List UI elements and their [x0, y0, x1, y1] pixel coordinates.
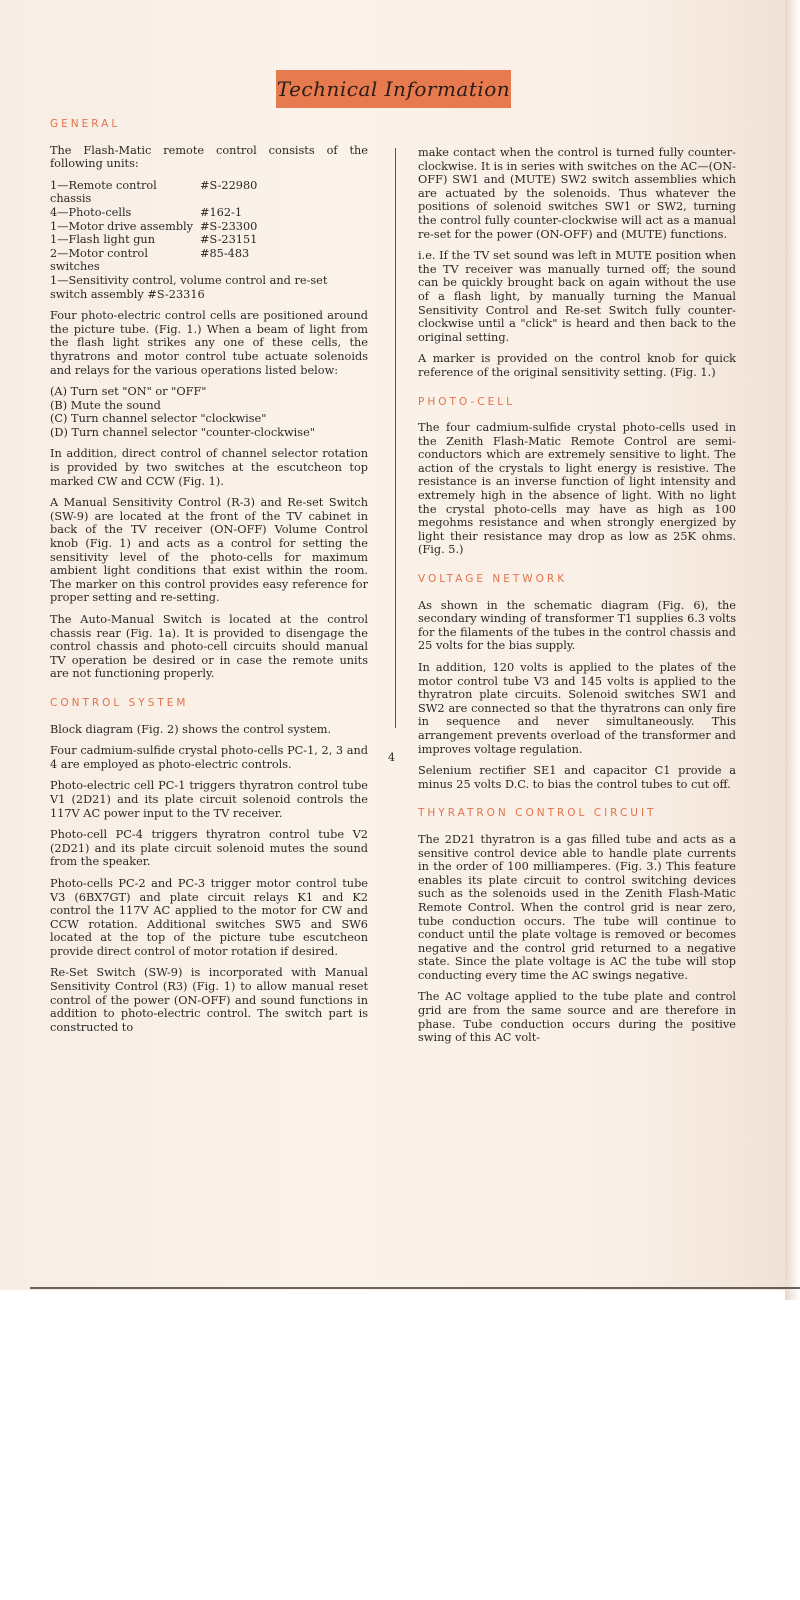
control-paragraph: Block diagram (Fig. 2) shows the control system.	[50, 722, 332, 736]
part-number: #S-23151	[200, 233, 258, 247]
general-paragraph: In addition, direct control of channel selector rotation is provided by two switches at the escutcheon top marked CW and CCW (Fig. 1).	[50, 447, 368, 488]
part-number: #S-23300	[200, 219, 258, 233]
page-edge	[785, 0, 800, 1300]
photo-cell-paragraph: The four cadmium-sulfide crystal photo-cells used in the Zenith Flash-Matic Remote Control are semi-conductors which are extremely sensitive to light. The action of the crystals to light energy is resistive. The resistance is an inverse function of light intensity and extremely high in the absence of light. With no light the crystal photo-cells may have as high as 100 megohms resistance and when strongly energized by light their resistance may drop as low as 25K ohms. (Fig. 5.)	[418, 421, 736, 557]
operation-item: (A) Turn set "ON" or "OFF"	[50, 385, 207, 399]
left-column	[50, 118, 368, 1042]
general-paragraph: Four photo-electric control cells are positioned around the picture tube. (Fig. 1.) When a beam of light from the flash light strikes any one of these cells, the thyratrons and motor control tube actuate solenoids and relays for the various operations listed below:	[50, 309, 368, 377]
part-number: #162-1	[200, 205, 243, 219]
thyratron-heading: THYRATRON CONTROL CIRCUIT	[418, 807, 657, 820]
thyratron-paragraph: The 2D21 thyratron is a gas filled tube and acts as a sensitive control device able to handle plate currents in the order of 100 milliamperes. (Fig. 3.) This feature enables its plate circuit to control switching devices such as the solenoids used in the Zenith Flash-Matic Remote Control. When the control grid is near zero, tube conduction occurs. The tube will continue to conduct until the plate voltage is removed or becomes negative and the control grid returned to a negative state. Since the plate voltage is AC the tube will stop conducting every time the AC swings negative.	[418, 832, 736, 982]
general-paragraph: A Manual Sensitivity Control (R-3) and Re-set Switch (SW-9) are located at the front of the TV cabinet in back of the TV receiver (ON-OFF) Volume Control knob (Fig. 1) and acts as a control for setting the sensitivity level of the photo-cells for maximum ambient light conditions that exist within the room. The marker on this control provides easy reference for proper setting and re-setting.	[50, 496, 368, 605]
parts-list-item	[50, 206, 368, 220]
column-divider	[395, 148, 396, 728]
reset-paragraph: i.e. If the TV set sound was left in MUTE position when the TV receiver was manually turned off; the sound can be quickly brought back on again without the use of a flash light, by manually turning the Manual Sensitivity Control and Re-set Switch fully counter-clockwise until a "click" is heard and then back to the original setting.	[418, 249, 736, 344]
control-paragraph: Re-Set Switch (SW-9) is incorporated with Manual Sensitivity Control (R3) (Fig. 1) to allow manual reset control of the power (ON-OFF) and sound functions in addition to photo-electric control. The switch part is constructed to	[50, 966, 368, 1034]
part-number: #S-22980	[200, 178, 258, 192]
control-paragraph: Photo-electric cell PC-1 triggers thyratron control tube V1 (2D21) and its plate circuit solenoid controls the 117V AC power input to the TV receiver.	[50, 779, 368, 820]
thyratron-paragraph: The AC voltage applied to the tube plate and control grid are from the same source and are therefore in phase. Tube conduction occurs during the positive swing of this AC volt-	[418, 990, 736, 1045]
voltage-network-heading: VOLTAGE NETWORK	[418, 573, 568, 586]
control-paragraph: Four cadmium-sulfide crystal photo-cells PC-1, 2, 3 and 4 are employed as photo-electric controls.	[50, 744, 368, 771]
reset-paragraph: A marker is provided on the control knob for quick reference of the original sensitivity setting. (Fig. 1.)	[418, 352, 736, 379]
operation-item: (C) Turn channel selector "clockwise"	[50, 412, 267, 426]
page-number: 4	[388, 751, 395, 764]
page-bottom-edge	[30, 1287, 800, 1289]
part-name: 1—Motor drive assembly	[50, 219, 194, 233]
title-banner	[276, 70, 511, 108]
operations-list	[50, 385, 368, 439]
parts-list-item	[50, 233, 368, 247]
general-paragraph: The Auto-Manual Switch is located at the control chassis rear (Fig. 1a). It is provided to disengage the control chassis and photo-cell circuits should manual TV operation be desired or in case the remote units are not functioning properly.	[50, 613, 368, 681]
control-system-heading: CONTROL SYSTEM	[50, 696, 189, 709]
part-name: 2—Motor control switches	[50, 246, 148, 274]
parts-list	[50, 179, 368, 301]
voltage-paragraph: As shown in the schematic diagram (Fig. 6), the secondary winding of transformer T1 supplies 6.3 volts for the filaments of the tubes in the control chassis and 25 volts for the bias supply.	[418, 598, 736, 653]
control-paragraph: Photo-cell PC-4 triggers thyratron control tube V2 (2D21) and its plate circuit solenoid mutes the sound from the speaker.	[50, 828, 368, 869]
right-column	[418, 146, 736, 1053]
part-name: 1—Flash light gun	[50, 233, 155, 247]
part-name: 4—Photo-cells	[50, 205, 132, 219]
part-number: #85-483	[200, 246, 250, 260]
parts-list-item	[50, 220, 368, 234]
general-heading: GENERAL	[50, 118, 121, 130]
photo-cell-heading: PHOTO-CELL	[418, 395, 515, 408]
voltage-paragraph: Selenium rectifier SE1 and capacitor C1 provide a minus 25 volts D.C. to bias the control tubes to cut off.	[418, 764, 736, 791]
voltage-paragraph: In addition, 120 volts is applied to the plates of the motor control tube V3 and 145 volts is applied to the thyratron plate circuits. Solenoid switches SW1 and SW2 are connected so that the thyratrons can only fire in sequence and never simultaneously. This arrangement prevents overload of the transformer and improves voltage regulation.	[418, 661, 736, 756]
parts-list-item: 1—Sensitivity control, volume control and re-set switch assembly #S-23316	[50, 273, 328, 301]
page-title: Technical Information	[276, 77, 511, 101]
general-intro: The Flash-Matic remote control consists of the following units:	[50, 143, 368, 171]
operation-item: (D) Turn channel selector "counter-clockwise"	[50, 425, 315, 439]
operation-item: (B) Mute the sound	[50, 398, 161, 412]
part-name: 1—Remote control chassis	[50, 178, 157, 206]
reset-paragraph: make contact when the control is turned fully counter-clockwise. It is in series with switches on the AC—(ON-OFF) SW1 and (MUTE) SW2 switch assemblies which are actuated by the solenoids. Thus whatever the positions of solenoid switches SW1 or SW2, turning the control fully counter-clockwise will act as a manual re-set for the power (ON-OFF) and (MUTE) functions.	[418, 146, 736, 241]
parts-list-item	[50, 247, 368, 274]
control-paragraph: Photo-cells PC-2 and PC-3 trigger motor control tube V3 (6BX7GT) and plate circuit relays K1 and K2 control the 117V AC applied to the motor for CW and CCW rotation. Additional switches SW5 and SW6 located at the top of the picture tube escutcheon provide direct control of motor rotation if desired.	[50, 876, 368, 958]
parts-list-item	[50, 179, 368, 206]
